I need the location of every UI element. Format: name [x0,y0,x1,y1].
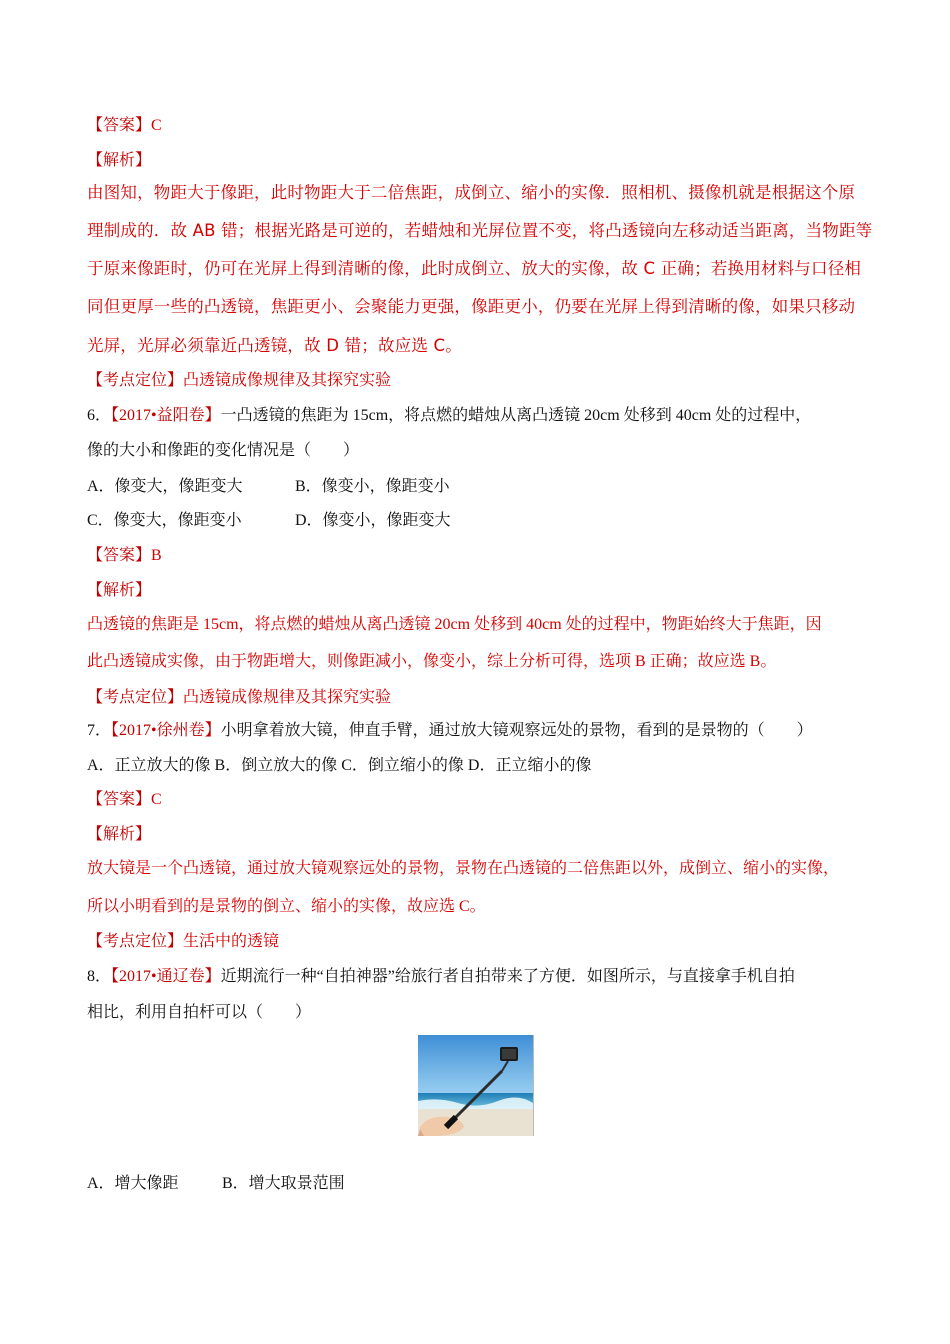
q7-answer-label: 【答案】 [87,791,152,808]
q6-analysis-line-2: 此凸透镜成实像，由于物距增大，则像距减小，像变小，综上分析可得，选项 B 正确；故应选 B。 [87,653,777,670]
q5-analysis-line-1: 由图知，物距大于像距，此时物距大于二倍焦距，成倒立、缩小的实像．照相机、摄像机就是根据这个原 [87,183,856,202]
q7-stem-row [87,721,813,741]
q8-stem-line-1: 近期流行一种“自拍神器”给旅行者自拍带来了方便．如图所示，与直接拿手机自拍 [220,968,795,985]
q5-analysis-line-2: 理制成的．故 AB 错；根据光路是可逆的，若蜡烛和光屏位置不变，将凸透镜向左移动适当距离，当物距等 [87,221,873,240]
q7-analysis-label: 【解析】 [87,826,152,843]
q7-analysis-line-1: 放大镜是一个凸透镜，通过放大镜观察远处的景物，景物在凸透镜的二倍焦距以外，成倒立、缩小的实像， [87,860,840,877]
q6-option-a: A．像变大，像距变大 [87,478,243,495]
q6-kaodian-row [87,688,391,708]
q6-kaodian-label: 【考点定位】 [87,689,184,706]
q5-answer-value: C [151,117,162,134]
q5-answer-row [87,116,162,136]
q8-option-a: A．增大像距 [87,1175,179,1192]
q7-answer-value: C [151,791,162,808]
q5-analysis-line-3: 于原来像距时，仍可在光屏上得到清晰的像，此时成倒立、放大的实像，故 C 正确；若换用材料与口径相 [87,259,862,278]
q6-option-b: B．像变小，像距变小 [295,478,450,495]
q6-stem-row-1 [87,406,811,426]
q6-analysis-label: 【解析】 [87,582,152,599]
selfie-stick-illustration [418,1035,533,1136]
q6-source: 【2017•益阳卷】 [111,407,221,424]
q7-kaodian-row [87,932,279,952]
q7-source: 【2017•徐州卷】 [111,722,221,739]
q6-stem-line-1: 一凸透镜的焦距为 15cm，将点燃的蜡烛从离凸透镜 20cm 处移到 40cm 处的过程中， [220,407,812,424]
q8-source: 【2017•通辽卷】 [111,968,221,985]
q5-kaodian-value: 凸透镜成像规律及其探究实验 [183,372,392,389]
q6-answer-value: B [151,547,162,564]
q8-number: 8． [87,968,112,985]
q5-kaodian-row [87,371,391,391]
q6-stem-line-2: 像的大小和像距的变化情况是（ ） [87,442,360,459]
q6-answer-row [87,546,162,566]
q8-stem-row-1 [87,967,795,987]
selfie-stick-figure [418,1035,534,1136]
q7-kaodian-value: 生活中的透镜 [183,933,280,950]
q6-option-c: C．像变大，像距变小 [87,512,242,529]
q6-option-d: D．像变小，像距变大 [295,512,451,529]
q6-analysis-line-1: 凸透镜的焦距是 15cm，将点燃的蜡烛从离凸透镜 20cm 处移到 40cm 处的过程中，物距始终大于焦距，因 [87,616,822,633]
q6-kaodian-value: 凸透镜成像规律及其探究实验 [183,689,392,706]
q8-stem-line-2: 相比，利用自拍杆可以（ ） [87,1004,312,1021]
q7-analysis-line-2: 所以小明看到的是景物的倒立、缩小的实像，故应选 C。 [87,898,486,915]
q7-options: A．正立放大的像 B．倒立放大的像 C．倒立缩小的像 D．正立缩小的像 [87,757,592,774]
q7-stem: 小明拿着放大镜，伸直手臂，通过放大镜观察远处的景物，看到的是景物的（ ） [220,722,813,739]
q7-number: 7． [87,722,112,739]
q6-answer-label: 【答案】 [87,547,152,564]
q5-answer-label: 【答案】 [87,117,152,134]
q7-kaodian-label: 【考点定位】 [87,933,184,950]
q5-analysis-label: 【解析】 [87,152,152,169]
q5-analysis-line-5: 光屏，光屏必须靠近凸透镜，故 D 错；故应选 C。 [87,336,462,355]
q5-analysis-line-4: 同但更厚一些的凸透镜，焦距更小、会聚能力更强，像距更小，仍要在光屏上得到清晰的像，如果只移动 [87,297,856,316]
q8-option-b: B．增大取景范围 [222,1175,345,1192]
q7-answer-row [87,790,162,810]
q6-number: 6． [87,407,112,424]
q5-kaodian-label: 【考点定位】 [87,372,184,389]
